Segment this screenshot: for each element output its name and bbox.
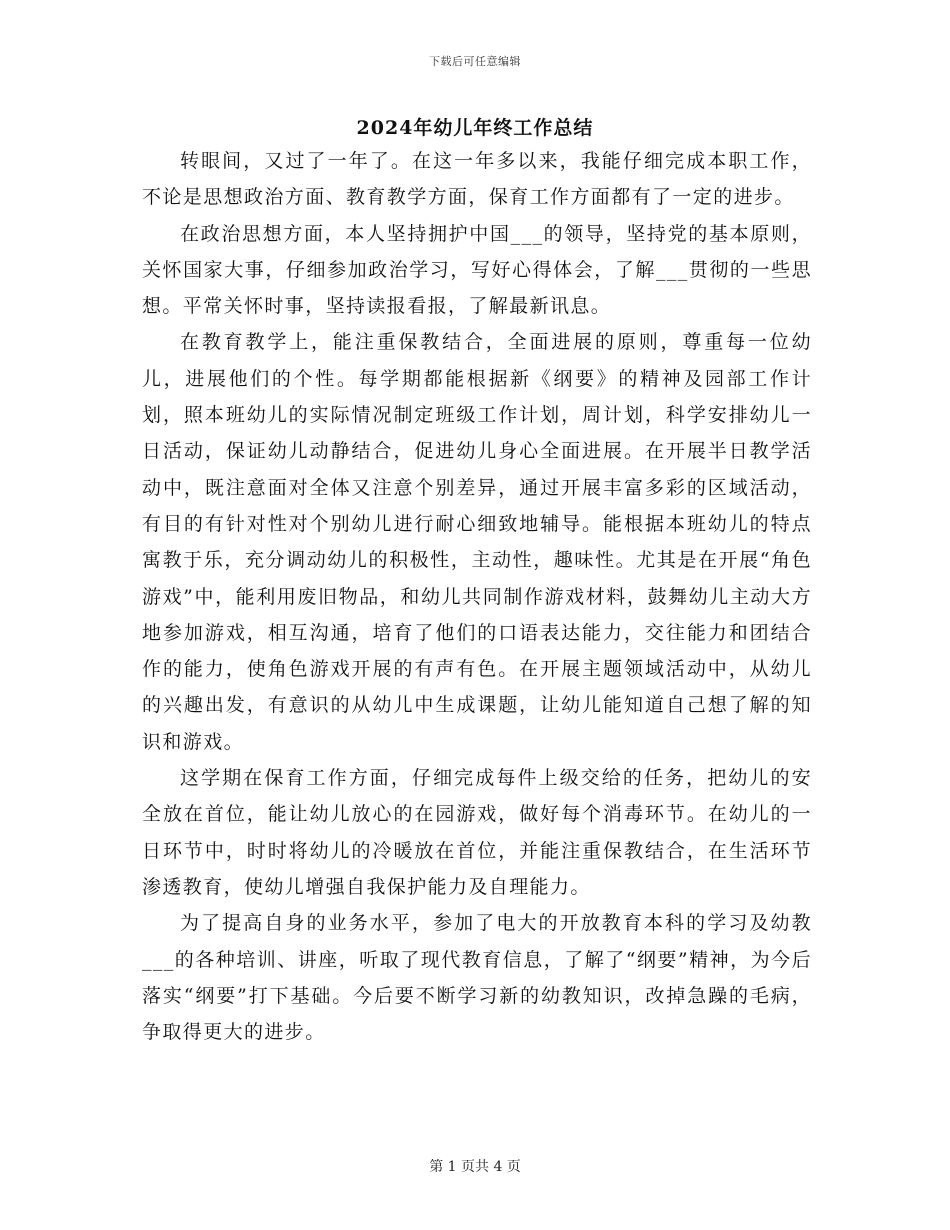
document-body	[142, 143, 812, 1050]
paragraph-intro: 转眼间，又过了一年了。在这一年多以来，我能仔细完成本职工作，不论是思想政治方面、教育教学方面，保育工作方面都有了一定的进步。	[142, 150, 812, 209]
paragraph-teaching: 在教育教学上，能注重保教结合，全面进展的原则，尊重每一位幼儿，进展他们的个性。每学期都能根据新《纲要》的精神及园部工作计划，照本班幼儿的实际情况制定班级工作计划，周计划，科学安排幼儿一日活动，保证幼儿动静结合，促进幼儿身心全面进展。在开展半日教学活动中，既注意面对全体又注意个别差异，通过开展丰富多彩的区域活动，有目的有针对性对个别幼儿进行耐心细致地辅导。能根据本班幼儿的特点寓教于乐，充分调动幼儿的积极性，主动性，趣味性。尤其是在开展“角色游戏”中，能利用废旧物品，和幼儿共同制作游戏材料，鼓舞幼儿主动大方地参加游戏，相互沟通，培育了他们的口语表达能力，交往能力和团结合作的能力，使角色游戏开展的有声有色。在开展主题领域活动中，从幼儿的兴趣出发，有意识的从幼儿中生成课题，让幼儿能知道自己想了解的知识和游戏。	[142, 331, 812, 753]
header-note: 下载后可任意编辑	[429, 55, 521, 68]
paragraph-care: 这学期在保育工作方面，仔细完成每件上级交给的任务，把幼儿的安全放在首位，能让幼儿放心的在园游戏，做好每个消毒环节。在幼儿的一日环节中，时时将幼儿的冷暖放在首位，并能注重保教结合，在生活环节渗透教育，使幼儿增强自我保护能力及自理能力。	[142, 767, 812, 898]
paragraph-politics: 在政治思想方面，本人坚持拥护中国___的领导，坚持党的基本原则，关怀国家大事，仔细参加政治学习，写好心得体会，了解___贯彻的一些思想。平常关怀时事，坚持读报看报，了解最新讯息。	[142, 222, 812, 318]
page-number: 第 1 页共 4 页	[429, 1159, 521, 1175]
document-title: 2024年幼儿年终工作总结	[356, 117, 594, 139]
paragraph-study: 为了提高自身的业务水平，参加了电大的开放教育本科的学习及幼教___的各种培训、讲座，听取了现代教育信息，了解了“纲要”精神，为今后落实“纲要”打下基础。今后要不断学习新的幼教知识，改掉急躁的毛病，争取得更大的进步。	[142, 912, 812, 1044]
